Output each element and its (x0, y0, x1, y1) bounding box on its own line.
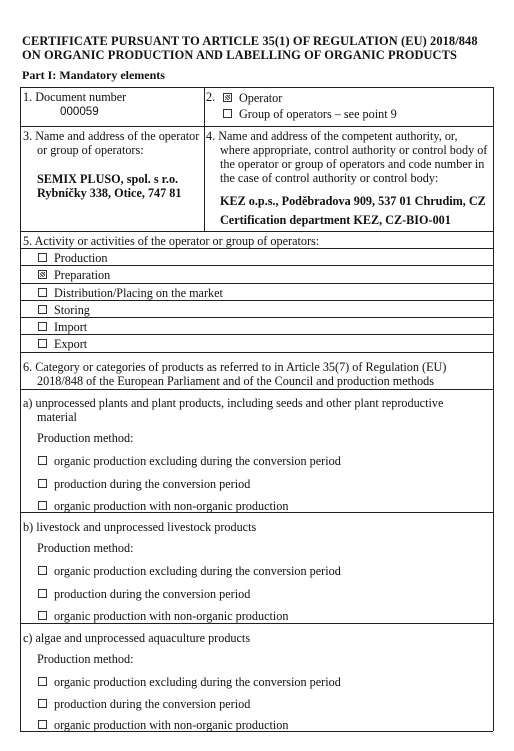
operator-option[interactable] (223, 91, 282, 105)
activity-label: Import (54, 320, 88, 334)
activity-divider (20, 334, 493, 335)
activities-label: 5. Activity or activities of the operator or group of operators: (23, 234, 320, 248)
column-divider (204, 87, 205, 231)
certification-department: Certification department KEZ, CZ-BIO-001 (220, 213, 451, 227)
category-a-method-mixed[interactable] (38, 499, 288, 513)
authority-label-2: where appropriate, control authority or control body of (220, 143, 488, 157)
activity-label: Preparation (54, 268, 111, 282)
activity-import[interactable] (38, 320, 87, 334)
activity-production[interactable] (38, 251, 108, 265)
box2-number: 2. (206, 90, 216, 104)
method-label: organic production excluding during the conversion period (54, 564, 341, 578)
title-line-1: CERTIFICATE PURSUANT TO ARTICLE 35(1) OF REGULATION (EU) 2018/848 (22, 34, 478, 48)
row-divider-1 (20, 126, 493, 127)
category-a-method-organic[interactable] (38, 454, 341, 468)
category-a-heading-cont: material (37, 410, 77, 424)
method-label: organic production with non-organic production (54, 499, 289, 513)
authority-address: KEZ o.p.s., Poděbradova 909, 537 01 Chrudim, CZ (220, 194, 486, 208)
activity-distribution[interactable] (38, 286, 223, 300)
category-b-method-label: Production method: (37, 541, 134, 555)
activity-storing[interactable] (38, 303, 90, 317)
category-a-method-label: Production method: (37, 431, 134, 445)
table-right-border (493, 87, 494, 731)
method-checkbox[interactable] (38, 501, 47, 510)
category-b-heading: b) livestock and unprocessed livestock products (23, 520, 257, 534)
row-divider-6 (20, 623, 493, 624)
category-c-method-conversion[interactable] (38, 697, 250, 711)
group-of-operators-option[interactable] (223, 107, 397, 121)
category-b-method-conversion[interactable] (38, 587, 250, 601)
activity-label: Storing (54, 303, 90, 317)
row-divider-4 (20, 389, 493, 390)
authority-label-3: the operator or group of operators and code number in (220, 157, 485, 171)
categories-label-1: 6. Category or categories of products as referred to in Article 35(7) of Regulation (EU) (23, 360, 447, 374)
method-label: production during the conversion period (54, 697, 251, 711)
method-checkbox[interactable] (38, 677, 47, 686)
document-number-label: 1. Document number (23, 90, 127, 104)
categories-label-2: 2018/848 of the European Parliament and of the Council and production methods (37, 374, 435, 388)
category-b-method-organic[interactable] (38, 564, 341, 578)
activity-divider (20, 248, 493, 249)
method-checkbox[interactable] (38, 720, 47, 729)
method-label: organic production excluding during the conversion period (54, 675, 341, 689)
activity-divider (20, 283, 493, 284)
method-checkbox[interactable] (38, 589, 47, 598)
activity-label: Export (54, 337, 88, 351)
category-a-heading: a) unprocessed plants and plant products, including seeds and other plant reproductive (23, 396, 444, 410)
import-checkbox[interactable] (38, 322, 47, 331)
group-of-operators-checkbox[interactable] (223, 109, 232, 118)
activity-export[interactable] (38, 337, 87, 351)
method-label: production during the conversion period (54, 587, 251, 601)
certificate-title (22, 34, 512, 62)
method-checkbox[interactable] (38, 699, 47, 708)
operator-name-label-2: or group of operators: (37, 143, 144, 157)
category-c-heading: c) algae and unprocessed aquaculture products (23, 631, 251, 645)
method-checkbox[interactable] (38, 456, 47, 465)
storing-checkbox[interactable] (38, 305, 47, 314)
table-left-border (20, 87, 21, 731)
table-top-border (20, 87, 493, 88)
operator-name: SEMIX PLUSO, spol. s r.o. (37, 172, 179, 186)
distribution-checkbox[interactable] (38, 288, 47, 297)
authority-label-4: the case of control authority or control body: (220, 171, 439, 185)
operator-name-label-1: 3. Name and address of the operator (23, 129, 200, 143)
group-of-operators-label: Group of operators – see point 9 (239, 107, 397, 121)
method-label: organic production excluding during the conversion period (54, 454, 341, 468)
method-checkbox[interactable] (38, 611, 47, 620)
preparation-checkbox[interactable] (38, 270, 47, 279)
category-c-method-label: Production method: (37, 652, 134, 666)
operator-address: Rybníčky 338, Otice, 747 81 (37, 186, 182, 200)
category-c-method-mixed[interactable] (38, 718, 288, 732)
method-checkbox[interactable] (38, 566, 47, 575)
title-line-2: ON ORGANIC PRODUCTION AND LABELLING OF ORGANIC PRODUCTS (22, 48, 457, 62)
activity-preparation[interactable] (38, 268, 110, 282)
part-heading: Part I: Mandatory elements (22, 68, 165, 82)
method-checkbox[interactable] (38, 479, 47, 488)
category-c-method-organic[interactable] (38, 675, 341, 689)
activity-label: Distribution/Placing on the market (54, 286, 223, 300)
document-number-value: 000059 (60, 105, 99, 118)
category-b-method-mixed[interactable] (38, 609, 288, 623)
category-a-method-conversion[interactable] (38, 477, 250, 491)
operator-option-label: Operator (239, 91, 283, 105)
activity-label: Production (54, 251, 108, 265)
operator-checkbox[interactable] (223, 93, 232, 102)
activity-divider (20, 317, 493, 318)
method-label: production during the conversion period (54, 477, 251, 491)
activity-divider (20, 265, 493, 266)
authority-label-1: 4. Name and address of the competent authority, or, (206, 129, 458, 143)
method-label: organic production with non-organic production (54, 609, 289, 623)
method-label: organic production with non-organic production (54, 718, 289, 732)
row-divider-3 (20, 352, 493, 353)
production-checkbox[interactable] (38, 253, 47, 262)
activity-divider (20, 300, 493, 301)
row-divider-2 (20, 231, 493, 232)
export-checkbox[interactable] (38, 339, 47, 348)
